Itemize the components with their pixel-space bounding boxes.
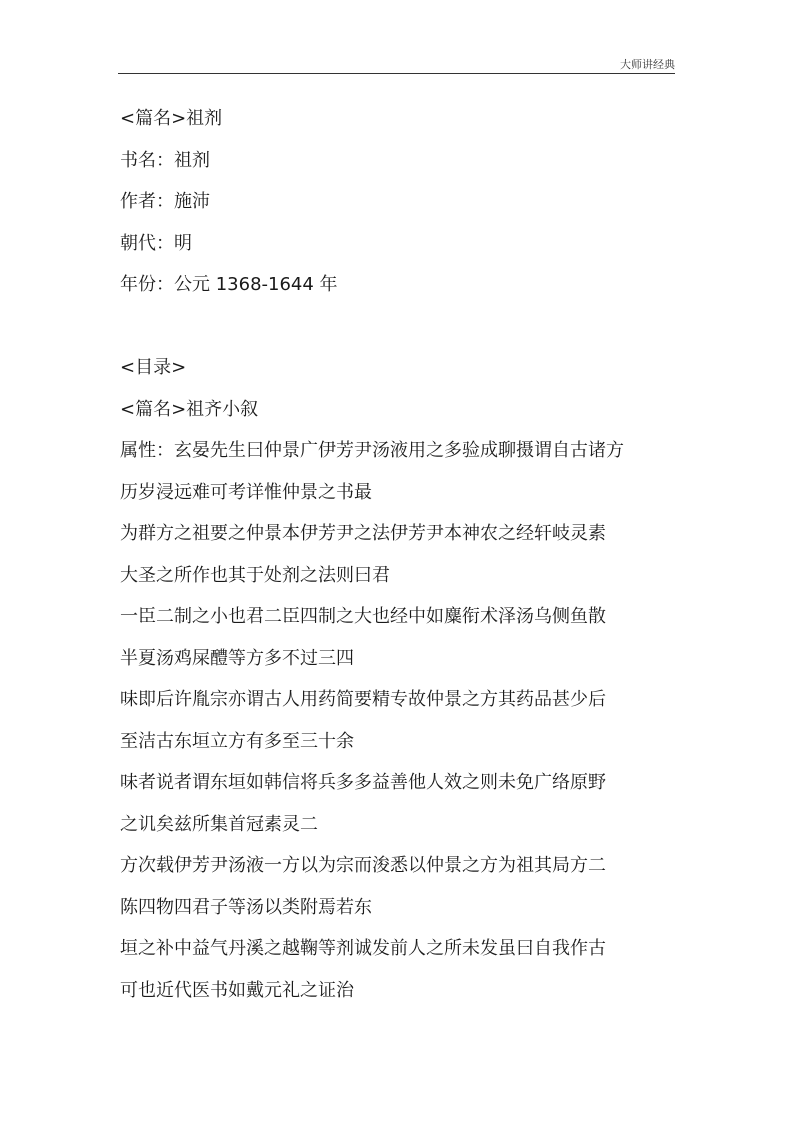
paragraph-line: 陈四物四君子等汤以类附焉若东 [120, 896, 372, 918]
paragraph-line: 垣之补中益气丹溪之越鞠等剂诚发前人之所未发虽曰自我作古 [120, 938, 606, 959]
page-header-title: 大师讲经典 [620, 58, 675, 71]
author-line: 作者：施沛 [120, 191, 210, 212]
paragraph-line: 大圣之所作也其于处剂之法则曰君 [120, 564, 390, 586]
year-line: 年份：公元 1368-1644 年 [120, 274, 338, 295]
paragraph-line: 属性：玄晏先生曰仲景广伊芳尹汤液用之多验成聊摄谓自古诸方 [120, 440, 624, 461]
book-name-line: 书名：祖剂 [120, 149, 210, 171]
paragraph-line: 之讥矣兹所集首冠素灵二 [120, 813, 318, 835]
paragraph-line: 方次载伊芳尹汤液一方以为宗而浚悉以仲景之方为祖其局方二 [120, 855, 606, 876]
paragraph-line: 为群方之祖要之仲景本伊芳尹之法伊芳尹本神农之经轩岐灵素 [120, 523, 606, 544]
paragraph-line: 半夏汤鸡屎醴等方多不过三四 [120, 647, 354, 669]
paragraph-line: 味即后许胤宗亦谓古人用药简要精专故仲景之方其药品甚少后 [120, 689, 606, 710]
paragraph-line: 历岁浸远难可考详惟仲景之书最 [120, 481, 372, 503]
document-body [120, 98, 676, 1011]
section-title-line: <篇名>祖齐小叙 [120, 398, 259, 420]
title-line: <篇名>祖剂 [120, 108, 223, 129]
paragraph-line: 至洁古东垣立方有多至三十余 [120, 730, 354, 752]
paragraph-line: 可也近代医书如戴元礼之证治 [120, 979, 354, 1001]
dynasty-line: 朝代：明 [120, 232, 192, 254]
header-divider [118, 73, 675, 74]
blank-spacer [120, 306, 676, 348]
paragraph-line: 一臣二制之小也君二臣四制之大也经中如麋衔术泽汤乌侧鱼散 [120, 606, 606, 627]
toc-line: <目录> [120, 357, 187, 378]
paragraph-line: 味者说者谓东垣如韩信将兵多多益善他人效之则未免广络原野 [120, 772, 606, 793]
